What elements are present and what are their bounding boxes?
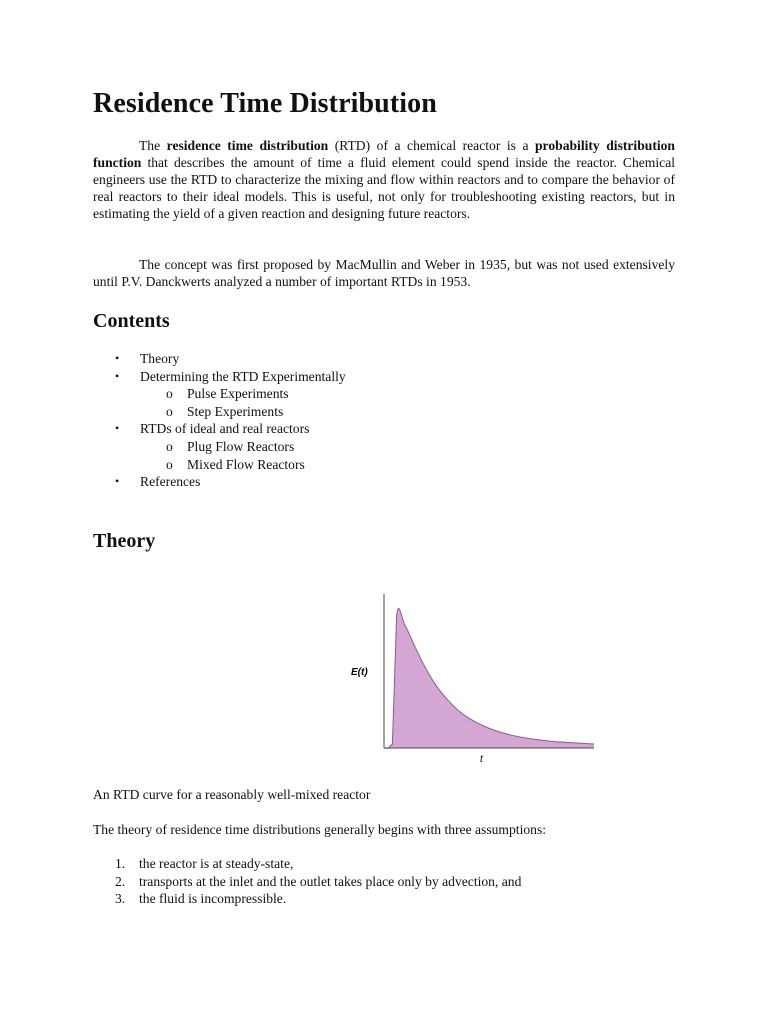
- assumption-number: 1.: [115, 856, 126, 871]
- contents-item[interactable]: [93, 403, 493, 421]
- bullet-icon: •: [115, 351, 120, 365]
- contents-item-label[interactable]: Mixed Flow Reactors: [187, 456, 305, 472]
- rtd-chart: [349, 588, 599, 768]
- contents-heading: Contents: [93, 310, 170, 332]
- sub-bullet-icon: o: [166, 403, 173, 419]
- intro-paragraph-2: The concept was first proposed by MacMullin and Weber in 1935, but was not used extensively until P.V. Danckwerts analyzed a number of important RTDs in 1953.: [93, 257, 675, 289]
- assumption-item: [93, 873, 675, 891]
- contents-item[interactable]: [93, 456, 493, 474]
- contents-item[interactable]: [93, 473, 493, 491]
- contents-item-label[interactable]: Theory: [140, 351, 180, 366]
- page-title: Residence Time Distribution: [93, 88, 437, 119]
- assumption-text: the fluid is incompressible.: [139, 891, 287, 907]
- assumption-item: [93, 855, 675, 873]
- bullet-icon: •: [115, 474, 120, 489]
- contents-item[interactable]: [93, 385, 493, 403]
- contents-item-label[interactable]: References: [140, 474, 201, 490]
- y-axis-label: E(t): [351, 667, 368, 678]
- chart-caption: An RTD curve for a reasonably well-mixed reactor: [93, 787, 371, 802]
- sub-bullet-icon: o: [166, 456, 173, 472]
- assumptions-list: [93, 855, 675, 908]
- rtd-area: [384, 608, 594, 748]
- contents-item[interactable]: [93, 420, 493, 438]
- contents-item[interactable]: [93, 350, 493, 368]
- assumption-item: [93, 890, 675, 908]
- contents-item-label[interactable]: Step Experiments: [187, 403, 284, 419]
- assumption-number: 3.: [115, 891, 126, 907]
- assumption-text: transports at the inlet and the outlet takes place only by advection, and: [139, 873, 522, 889]
- assumption-number: 2.: [115, 873, 126, 889]
- contents-item-label[interactable]: Plug Flow Reactors: [187, 438, 295, 454]
- contents-list: [93, 350, 493, 491]
- term-pdf-link[interactable]: probability distribution function: [93, 138, 675, 170]
- sub-bullet-icon: o: [166, 386, 173, 402]
- contents-item[interactable]: [93, 438, 493, 456]
- contents-item-label[interactable]: Determining the RTD Experimentally: [140, 368, 346, 384]
- term-rtd: residence time distribution: [166, 138, 329, 153]
- contents-item[interactable]: [93, 368, 493, 386]
- assumptions-intro: The theory of residence time distributions generally begins with three assumptions:: [93, 822, 547, 837]
- theory-heading: Theory: [93, 530, 156, 552]
- sub-bullet-icon: o: [166, 438, 173, 454]
- contents-item-label[interactable]: Pulse Experiments: [187, 386, 289, 402]
- assumption-text: the reactor is at steady-state,: [139, 856, 294, 871]
- x-axis-label: t: [480, 754, 483, 765]
- rtd-chart-svg: [349, 588, 599, 768]
- contents-item-label[interactable]: RTDs of ideal and real reactors: [140, 421, 310, 437]
- bullet-icon: •: [115, 368, 120, 383]
- bullet-icon: •: [115, 421, 120, 436]
- intro-paragraph-1: The residence time distribution (RTD) of a chemical reactor is a probability distribution function that describes the amount of time a fluid element could spend inside the reactor. Chemical engineers use the RTD to characterize the mixing and flow within reactors and to compare the behavior of real reactors to their ideal models. This is useful, not only for troubleshooting existing reactors, but in estimating the yield of a given reaction and designing future reactors.: [93, 138, 675, 221]
